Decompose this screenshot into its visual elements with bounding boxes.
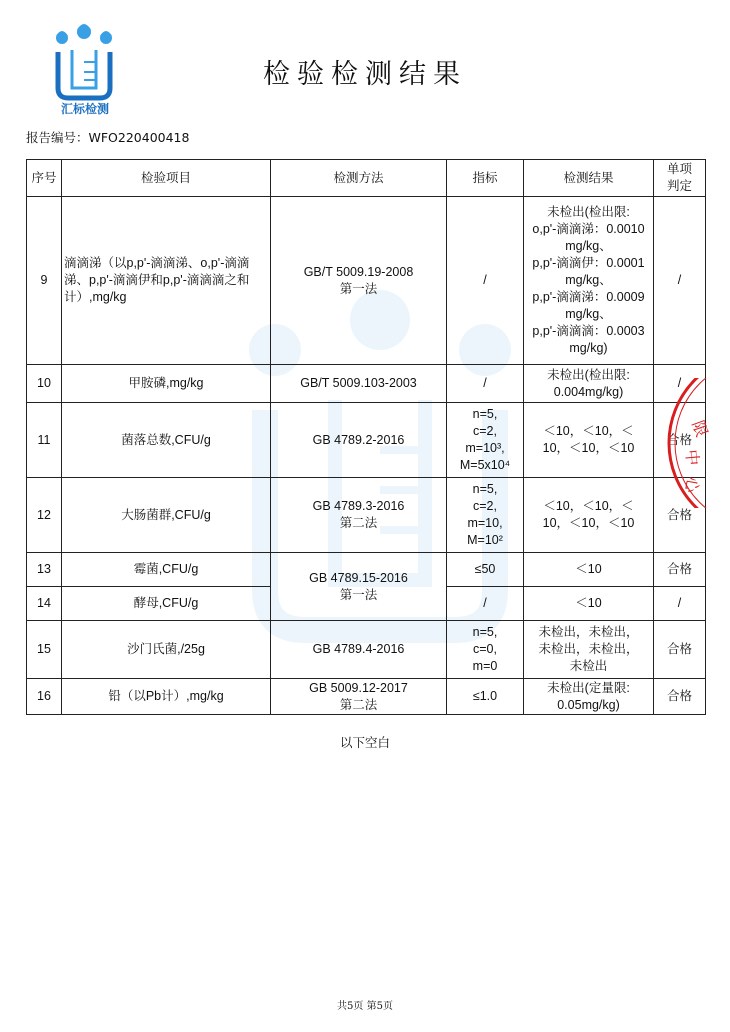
cell-result: 未检出(检出限: o,p'-滴滴涕：0.0010 mg/kg、 p,p'-滴滴伊：0.0001 mg/kg、 p,p'-滴滴涕：0.0009 mg/kg、 p,p'-滴滴滴：0.0003 mg/kg) bbox=[524, 197, 654, 365]
cell-no: 10 bbox=[27, 365, 62, 403]
cell-no: 12 bbox=[27, 478, 62, 553]
cell-method: GB 4789.2-2016 bbox=[271, 403, 447, 478]
cell-standard: / bbox=[447, 365, 524, 403]
header-no: 序号 bbox=[27, 160, 62, 197]
cell-standard: ≤50 bbox=[447, 553, 524, 587]
cell-result: ＜10，＜10，＜ 10，＜10，＜10 bbox=[524, 478, 654, 553]
cell-method: GB 4789.3-2016 第二法 bbox=[271, 478, 447, 553]
cell-judgment: 合格 bbox=[654, 679, 706, 715]
cell-judgment: 合格 bbox=[654, 403, 706, 478]
header-judgment: 单项 判定 bbox=[654, 160, 706, 197]
table-row bbox=[27, 197, 706, 365]
cell-method: GB/T 5009.103-2003 bbox=[271, 365, 447, 403]
cell-no: 11 bbox=[27, 403, 62, 478]
cell-item: 酵母,CFU/g bbox=[62, 587, 271, 621]
cell-method: GB 4789.4-2016 bbox=[271, 621, 447, 679]
cell-result: 未检出(检出限: 0.004mg/kg) bbox=[524, 365, 654, 403]
table-row bbox=[27, 621, 706, 679]
cell-item: 甲胺磷,mg/kg bbox=[62, 365, 271, 403]
svg-text:心: 心 bbox=[681, 475, 703, 495]
header-item: 检验项目 bbox=[62, 160, 271, 197]
cell-result: ＜10，＜10，＜ 10，＜10，＜10 bbox=[524, 403, 654, 478]
header-standard: 指标 bbox=[447, 160, 524, 197]
logo-text: 汇标检测 bbox=[60, 102, 109, 116]
cell-item: 菌落总数,CFU/g bbox=[62, 403, 271, 478]
cell-standard: n=5, c=2, m=10³, M=5x10⁴ bbox=[447, 403, 524, 478]
cell-item: 滴滴涕（以p,p'-滴滴涕、o,p'-滴滴涕、p,p'-滴滴伊和p,p'-滴滴滴之和计）,mg/kg bbox=[62, 197, 271, 365]
blank-below-note: 以下空白 bbox=[339, 735, 390, 750]
header-result: 检测结果 bbox=[524, 160, 654, 197]
cell-judgment: / bbox=[654, 197, 706, 365]
cell-no: 14 bbox=[27, 587, 62, 621]
cell-judgment: 合格 bbox=[654, 478, 706, 553]
table-row bbox=[27, 679, 706, 715]
cell-no: 9 bbox=[27, 197, 62, 365]
cell-item: 霉菌,CFU/g bbox=[62, 553, 271, 587]
cell-result: 未检出(定量限: 0.05mg/kg) bbox=[524, 679, 654, 715]
cell-item: 沙门氏菌,/25g bbox=[62, 621, 271, 679]
cell-standard: / bbox=[447, 587, 524, 621]
cell-standard: n=5, c=0, m=0 bbox=[447, 621, 524, 679]
table-row bbox=[27, 403, 706, 478]
cell-method: GB/T 5009.19-2008 第一法 bbox=[271, 197, 447, 365]
cell-item: 大肠菌群,CFU/g bbox=[62, 478, 271, 553]
cell-method: GB 5009.12-2017 第二法 bbox=[271, 679, 447, 715]
cell-result: ＜10 bbox=[524, 587, 654, 621]
page-title: 检验检测结果 bbox=[263, 59, 467, 90]
table-header-row bbox=[27, 160, 706, 197]
table-row bbox=[27, 553, 706, 587]
page-footer: 共5页 第5页 bbox=[337, 1001, 393, 1012]
cell-judgment: / bbox=[654, 365, 706, 403]
results-table bbox=[26, 159, 706, 715]
cell-result: 未检出，未检出， 未检出，未检出， 未检出 bbox=[524, 621, 654, 679]
cell-judgment: 合格 bbox=[654, 621, 706, 679]
report-number: 报告编号：WFO220400418 bbox=[26, 130, 190, 145]
svg-text:限: 限 bbox=[688, 417, 712, 440]
cell-method: GB 4789.15-2016 第一法 bbox=[271, 553, 447, 621]
cell-item: 铅（以Pb计）,mg/kg bbox=[62, 679, 271, 715]
cell-standard: ≤1.0 bbox=[447, 679, 524, 715]
cell-standard: / bbox=[447, 197, 524, 365]
table-row bbox=[27, 478, 706, 553]
svg-text:中: 中 bbox=[682, 448, 703, 467]
official-seal-icon bbox=[664, 378, 730, 508]
cell-no: 16 bbox=[27, 679, 62, 715]
cell-no: 13 bbox=[27, 553, 62, 587]
cell-no: 15 bbox=[27, 621, 62, 679]
cell-judgment: 合格 bbox=[654, 553, 706, 587]
header-method: 检测方法 bbox=[271, 160, 447, 197]
cell-standard: n=5, c=2, m=10, M=10² bbox=[447, 478, 524, 553]
table-row bbox=[27, 365, 706, 403]
cell-result: ＜10 bbox=[524, 553, 654, 587]
cell-judgment: / bbox=[654, 587, 706, 621]
